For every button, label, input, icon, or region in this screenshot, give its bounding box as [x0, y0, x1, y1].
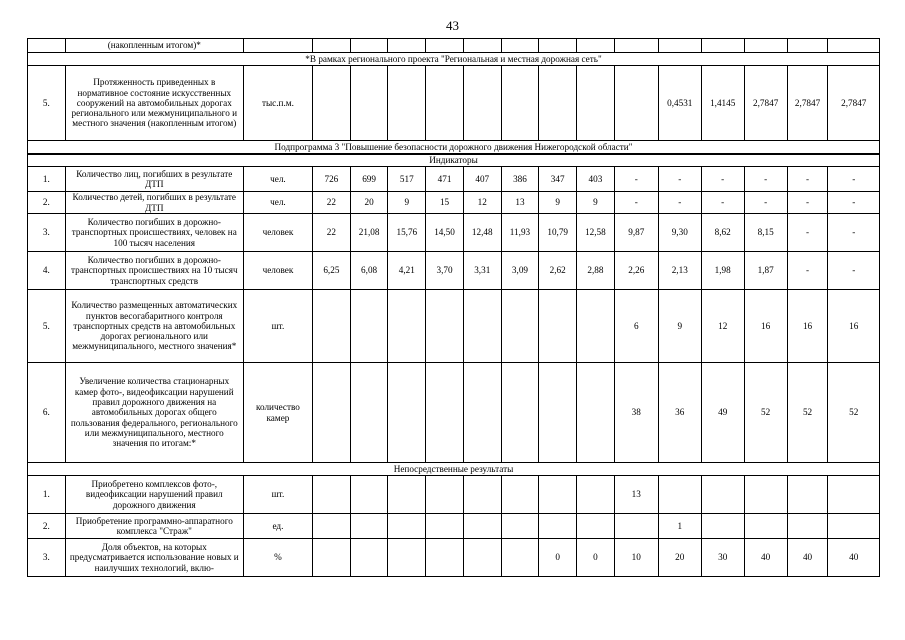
indicator-name: Протяженность приведенных в нормативное состояние искусственных сооружений на автомобильных дорогах регионального или межмуниципального и местного значения (накопленным итогом) [65, 66, 243, 141]
page-number: 43 [446, 18, 459, 33]
value-cell [350, 539, 388, 577]
value-cell [701, 476, 744, 514]
indicator-table [27, 38, 880, 577]
value-cell [350, 39, 388, 53]
value-cell: 40 [744, 539, 787, 577]
unit-cell: количество камер [243, 363, 312, 463]
table-row [28, 514, 880, 539]
unit-cell: чел. [243, 192, 312, 214]
value-cell: 12,48 [463, 214, 501, 252]
table-body [28, 39, 880, 577]
value-cell: 16 [744, 290, 787, 363]
unit-cell: чел. [243, 167, 312, 192]
value-cell: - [828, 252, 880, 290]
indicator-name: Количество размещенных автоматических пунктов весогабаритного контроля транспортных средств на автомобильных дорогах регионального или межмуниципального, местного значения* [65, 290, 243, 363]
section-row [28, 154, 880, 167]
value-cell [388, 39, 426, 53]
value-cell: 12,58 [577, 214, 615, 252]
value-cell: 9,87 [614, 214, 658, 252]
value-cell [426, 476, 464, 514]
value-cell [501, 363, 539, 463]
value-cell [313, 363, 351, 463]
row-number: 5. [28, 66, 66, 141]
value-cell: 3,70 [426, 252, 464, 290]
table-row [28, 290, 880, 363]
value-cell: 3,09 [501, 252, 539, 290]
value-cell [577, 66, 615, 141]
indicator-name: Количество погибших в дорожно-транспортных происшествиях, человек на 100 тысяч населения [65, 214, 243, 252]
value-cell: 8,15 [744, 214, 787, 252]
value-cell: - [701, 192, 744, 214]
unit-cell: ед. [243, 514, 312, 539]
value-cell [426, 66, 464, 141]
section-row [28, 53, 880, 66]
value-cell [463, 363, 501, 463]
section-row [28, 141, 880, 154]
value-cell [539, 290, 577, 363]
value-cell [426, 290, 464, 363]
value-cell: 16 [828, 290, 880, 363]
value-cell: 0 [539, 539, 577, 577]
row-number [28, 39, 66, 53]
value-cell: 6,25 [313, 252, 351, 290]
value-cell: 6,08 [350, 252, 388, 290]
value-cell [614, 66, 658, 141]
value-cell: 21,08 [350, 214, 388, 252]
value-cell [388, 476, 426, 514]
unit-cell: человек [243, 214, 312, 252]
indicator-name: (накопленным итогом)* [65, 39, 243, 53]
value-cell [350, 363, 388, 463]
value-cell: - [614, 192, 658, 214]
value-cell: - [701, 167, 744, 192]
value-cell [501, 66, 539, 141]
value-cell: 517 [388, 167, 426, 192]
value-cell: 4,21 [388, 252, 426, 290]
value-cell [463, 290, 501, 363]
value-cell: 20 [658, 539, 701, 577]
value-cell: 11,93 [501, 214, 539, 252]
table-row [28, 192, 880, 214]
value-cell: - [658, 167, 701, 192]
value-cell: - [787, 192, 828, 214]
value-cell: 15,76 [388, 214, 426, 252]
value-cell [463, 66, 501, 141]
value-cell: - [787, 252, 828, 290]
value-cell [463, 39, 501, 53]
unit-cell: шт. [243, 290, 312, 363]
value-cell: 1,4145 [701, 66, 744, 141]
value-cell [787, 514, 828, 539]
value-cell: 38 [614, 363, 658, 463]
value-cell [426, 363, 464, 463]
value-cell [539, 363, 577, 463]
value-cell [539, 514, 577, 539]
value-cell: 9 [658, 290, 701, 363]
value-cell: 13 [614, 476, 658, 514]
row-number: 3. [28, 214, 66, 252]
table-row [28, 363, 880, 463]
row-number: 5. [28, 290, 66, 363]
value-cell: 12 [463, 192, 501, 214]
value-cell: 386 [501, 167, 539, 192]
value-cell: 15 [426, 192, 464, 214]
value-cell: 3,31 [463, 252, 501, 290]
value-cell: 12 [701, 290, 744, 363]
table-row [28, 476, 880, 514]
value-cell: 22 [313, 214, 351, 252]
value-cell: 471 [426, 167, 464, 192]
section-heading: *В рамках регионального проекта "Региональная и местная дорожная сеть" [28, 53, 880, 66]
value-cell [388, 66, 426, 141]
value-cell [501, 290, 539, 363]
value-cell [350, 514, 388, 539]
value-cell [701, 514, 744, 539]
indicator-name: Количество детей, погибших в результате ДТП [65, 192, 243, 214]
row-number: 1. [28, 476, 66, 514]
table-row [28, 66, 880, 141]
indicator-name: Количество лиц, погибших в результате ДТП [65, 167, 243, 192]
value-cell [614, 514, 658, 539]
section-heading: Индикаторы [28, 154, 880, 167]
value-cell: 49 [701, 363, 744, 463]
table-row [28, 539, 880, 577]
value-cell: 10,79 [539, 214, 577, 252]
table-row [28, 214, 880, 252]
indicator-name: Доля объектов, на которых предусматривается использование новых и наилучших технологий, вклю- [65, 539, 243, 577]
value-cell [658, 39, 701, 53]
value-cell [313, 290, 351, 363]
value-cell: 10 [614, 539, 658, 577]
value-cell: 2,62 [539, 252, 577, 290]
value-cell [388, 363, 426, 463]
value-cell: 40 [828, 539, 880, 577]
value-cell: - [744, 167, 787, 192]
value-cell: 52 [787, 363, 828, 463]
value-cell: 407 [463, 167, 501, 192]
value-cell [313, 476, 351, 514]
value-cell: 8,62 [701, 214, 744, 252]
row-number: 2. [28, 192, 66, 214]
value-cell [787, 39, 828, 53]
row-number: 6. [28, 363, 66, 463]
value-cell: 0,4531 [658, 66, 701, 141]
value-cell [501, 476, 539, 514]
value-cell [350, 476, 388, 514]
value-cell [313, 66, 351, 141]
value-cell: 6 [614, 290, 658, 363]
value-cell [828, 514, 880, 539]
table-row [28, 39, 880, 53]
value-cell [828, 39, 880, 53]
indicator-name: Количество погибших в дорожно-транспортных происшествиях на 10 тысяч транспортных средств [65, 252, 243, 290]
value-cell: 1 [658, 514, 701, 539]
value-cell: 1,87 [744, 252, 787, 290]
row-number: 3. [28, 539, 66, 577]
value-cell: 2,88 [577, 252, 615, 290]
value-cell: - [658, 192, 701, 214]
value-cell: - [787, 214, 828, 252]
value-cell: 20 [350, 192, 388, 214]
value-cell [463, 539, 501, 577]
value-cell: 1,98 [701, 252, 744, 290]
value-cell [539, 66, 577, 141]
value-cell: 2,26 [614, 252, 658, 290]
value-cell: 30 [701, 539, 744, 577]
value-cell [313, 539, 351, 577]
indicator-name: Приобретение программно-аппаратного комплекса "Страж" [65, 514, 243, 539]
value-cell: 699 [350, 167, 388, 192]
value-cell [744, 514, 787, 539]
indicator-name: Увеличение количества стационарных камер фото-, видеофиксации нарушений правил дорожного движения на автомобильных дорогах общего пользования федерального, регионального или межмуниципального, местного значения по итогам:* [65, 363, 243, 463]
value-cell: 0 [577, 539, 615, 577]
value-cell [313, 39, 351, 53]
value-cell [577, 290, 615, 363]
value-cell [350, 66, 388, 141]
value-cell: 726 [313, 167, 351, 192]
value-cell [388, 290, 426, 363]
value-cell: 13 [501, 192, 539, 214]
table-row [28, 252, 880, 290]
value-cell: 2,7847 [744, 66, 787, 141]
value-cell [614, 39, 658, 53]
value-cell [539, 39, 577, 53]
unit-cell [243, 39, 312, 53]
value-cell [701, 39, 744, 53]
section-heading: Непосредственные результаты [28, 463, 880, 476]
value-cell [577, 514, 615, 539]
unit-cell: тыс.п.м. [243, 66, 312, 141]
value-cell: 22 [313, 192, 351, 214]
value-cell [658, 476, 701, 514]
table-row [28, 167, 880, 192]
value-cell [577, 476, 615, 514]
value-cell: 403 [577, 167, 615, 192]
value-cell [426, 539, 464, 577]
value-cell [426, 39, 464, 53]
value-cell [501, 514, 539, 539]
value-cell: - [828, 192, 880, 214]
value-cell: 2,7847 [787, 66, 828, 141]
section-row [28, 463, 880, 476]
value-cell: 40 [787, 539, 828, 577]
unit-cell: % [243, 539, 312, 577]
value-cell [787, 476, 828, 514]
value-cell [463, 514, 501, 539]
indicator-name: Приобретено комплексов фото-, видеофиксации нарушений правил дорожного движения [65, 476, 243, 514]
value-cell: 9 [539, 192, 577, 214]
row-number: 2. [28, 514, 66, 539]
value-cell: - [828, 167, 880, 192]
value-cell [539, 476, 577, 514]
value-cell: - [614, 167, 658, 192]
value-cell [388, 514, 426, 539]
value-cell: 2,7847 [828, 66, 880, 141]
value-cell: 16 [787, 290, 828, 363]
value-cell [350, 290, 388, 363]
value-cell [313, 514, 351, 539]
value-cell [426, 514, 464, 539]
value-cell [463, 476, 501, 514]
value-cell [744, 476, 787, 514]
section-heading: Подпрограмма 3 "Повышение безопасности дорожного движения Нижегородской области" [28, 141, 880, 154]
value-cell: 9 [388, 192, 426, 214]
value-cell: - [828, 214, 880, 252]
value-cell: 9 [577, 192, 615, 214]
value-cell: 9,30 [658, 214, 701, 252]
value-cell [501, 539, 539, 577]
value-cell [744, 39, 787, 53]
value-cell: - [787, 167, 828, 192]
row-number: 4. [28, 252, 66, 290]
value-cell: 36 [658, 363, 701, 463]
value-cell [388, 539, 426, 577]
value-cell: 14,50 [426, 214, 464, 252]
value-cell [501, 39, 539, 53]
row-number: 1. [28, 167, 66, 192]
value-cell: 52 [828, 363, 880, 463]
value-cell [828, 476, 880, 514]
unit-cell: шт. [243, 476, 312, 514]
value-cell [577, 363, 615, 463]
value-cell [577, 39, 615, 53]
value-cell: 52 [744, 363, 787, 463]
value-cell: 347 [539, 167, 577, 192]
value-cell: 2,13 [658, 252, 701, 290]
value-cell: - [744, 192, 787, 214]
unit-cell: человек [243, 252, 312, 290]
